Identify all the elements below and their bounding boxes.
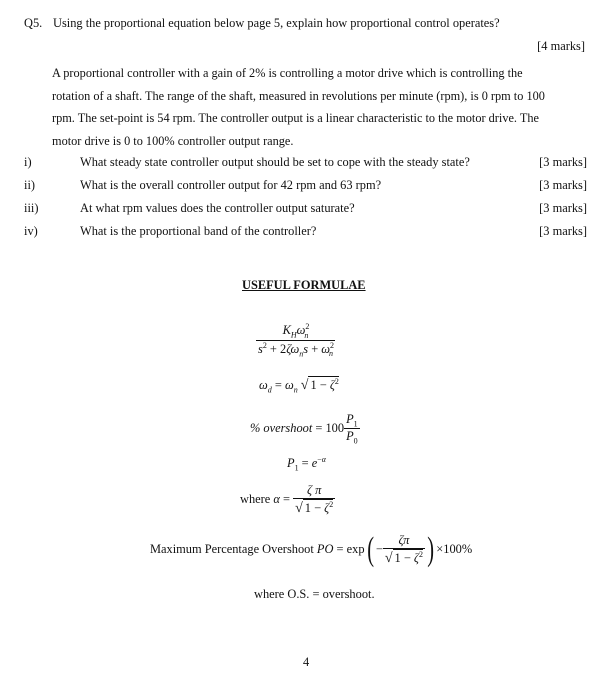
where-label: where: [240, 491, 271, 506]
paragraph-line: motor drive is 0 to 100% controller output range.: [52, 134, 294, 149]
sub-question-label: i): [24, 155, 32, 169]
problem-paragraph: [52, 62, 582, 153]
formula-damped-frequency: $\omega_d = \omega_n$ √ $1 - \zeta^2$: [259, 377, 339, 395]
formula-p1: $P_1 = e^{-\alpha}$: [287, 455, 326, 473]
sub-question-label: iv): [24, 224, 38, 238]
sub-question-marks: [3 marks]: [539, 178, 587, 192]
question-marks: [4 marks]: [537, 39, 585, 53]
question-prompt: Using the proportional equation below page 5, explain how proportional control operates?: [53, 16, 500, 30]
sub-question-marks: [3 marks]: [539, 201, 587, 215]
sub-question-marks: [3 marks]: [539, 155, 587, 169]
sub-question-text: At what rpm values does the controller output saturate?: [80, 201, 355, 215]
overshoot-label: % overshoot: [250, 420, 313, 435]
page-number: 4: [303, 655, 310, 669]
sub-question-text: What is the proportional band of the controller?: [80, 224, 317, 238]
max-overshoot-symbol: PO: [316, 541, 334, 556]
formulae-heading: USEFUL FORMULAE: [242, 278, 366, 292]
formula-transfer-function: $\frac{K_H\omega^2_n}{s^2 + 2\zeta\omega_ns + \omega^2_n}$: [258, 322, 335, 359]
overshoot-factor: 100: [325, 420, 345, 435]
paragraph-line: rpm. The set-point is 54 rpm. The controller output is a linear characteristic to the motor drive. The: [52, 111, 539, 126]
sub-question-label: iii): [24, 201, 39, 215]
exp-label: exp: [346, 541, 365, 556]
overshoot-footnote: where O.S. = overshoot.: [254, 587, 375, 601]
formula-alpha: where α = $\frac{\text{ζ π}}{√ 1 - \zeta^2}$: [240, 483, 334, 517]
paragraph-line: rotation of a shaft. The range of the shaft, measured in revolutions per minute (rpm), is 0 rpm to 100: [52, 88, 545, 103]
tf-numerator: K: [282, 323, 291, 338]
sub-question-text: What steady state controller output should be set to cope with the steady state?: [80, 155, 470, 169]
sub-question-text: What is the overall controller output for 42 rpm and 63 rpm?: [80, 178, 382, 192]
paragraph-line: A proportional controller with a gain of 2% is controlling a motor drive which is controlling the: [52, 66, 523, 80]
formula-percent-overshoot: % overshoot = 100 $\frac{P_1}{P_0}$: [250, 412, 358, 446]
max-overshoot-label: Maximum Percentage Overshoot: [150, 541, 314, 556]
question-number: Q5.: [24, 16, 43, 30]
sub-question-label: ii): [24, 178, 36, 192]
sub-question-marks: [3 marks]: [539, 224, 587, 238]
percent-factor: ×100%: [436, 541, 473, 556]
formula-max-overshoot: Maximum Percentage Overshoot PO = exp( − $\frac{\zeta\pi}{√ 1 - \zeta^2}$ ) ×100%: [150, 531, 473, 569]
